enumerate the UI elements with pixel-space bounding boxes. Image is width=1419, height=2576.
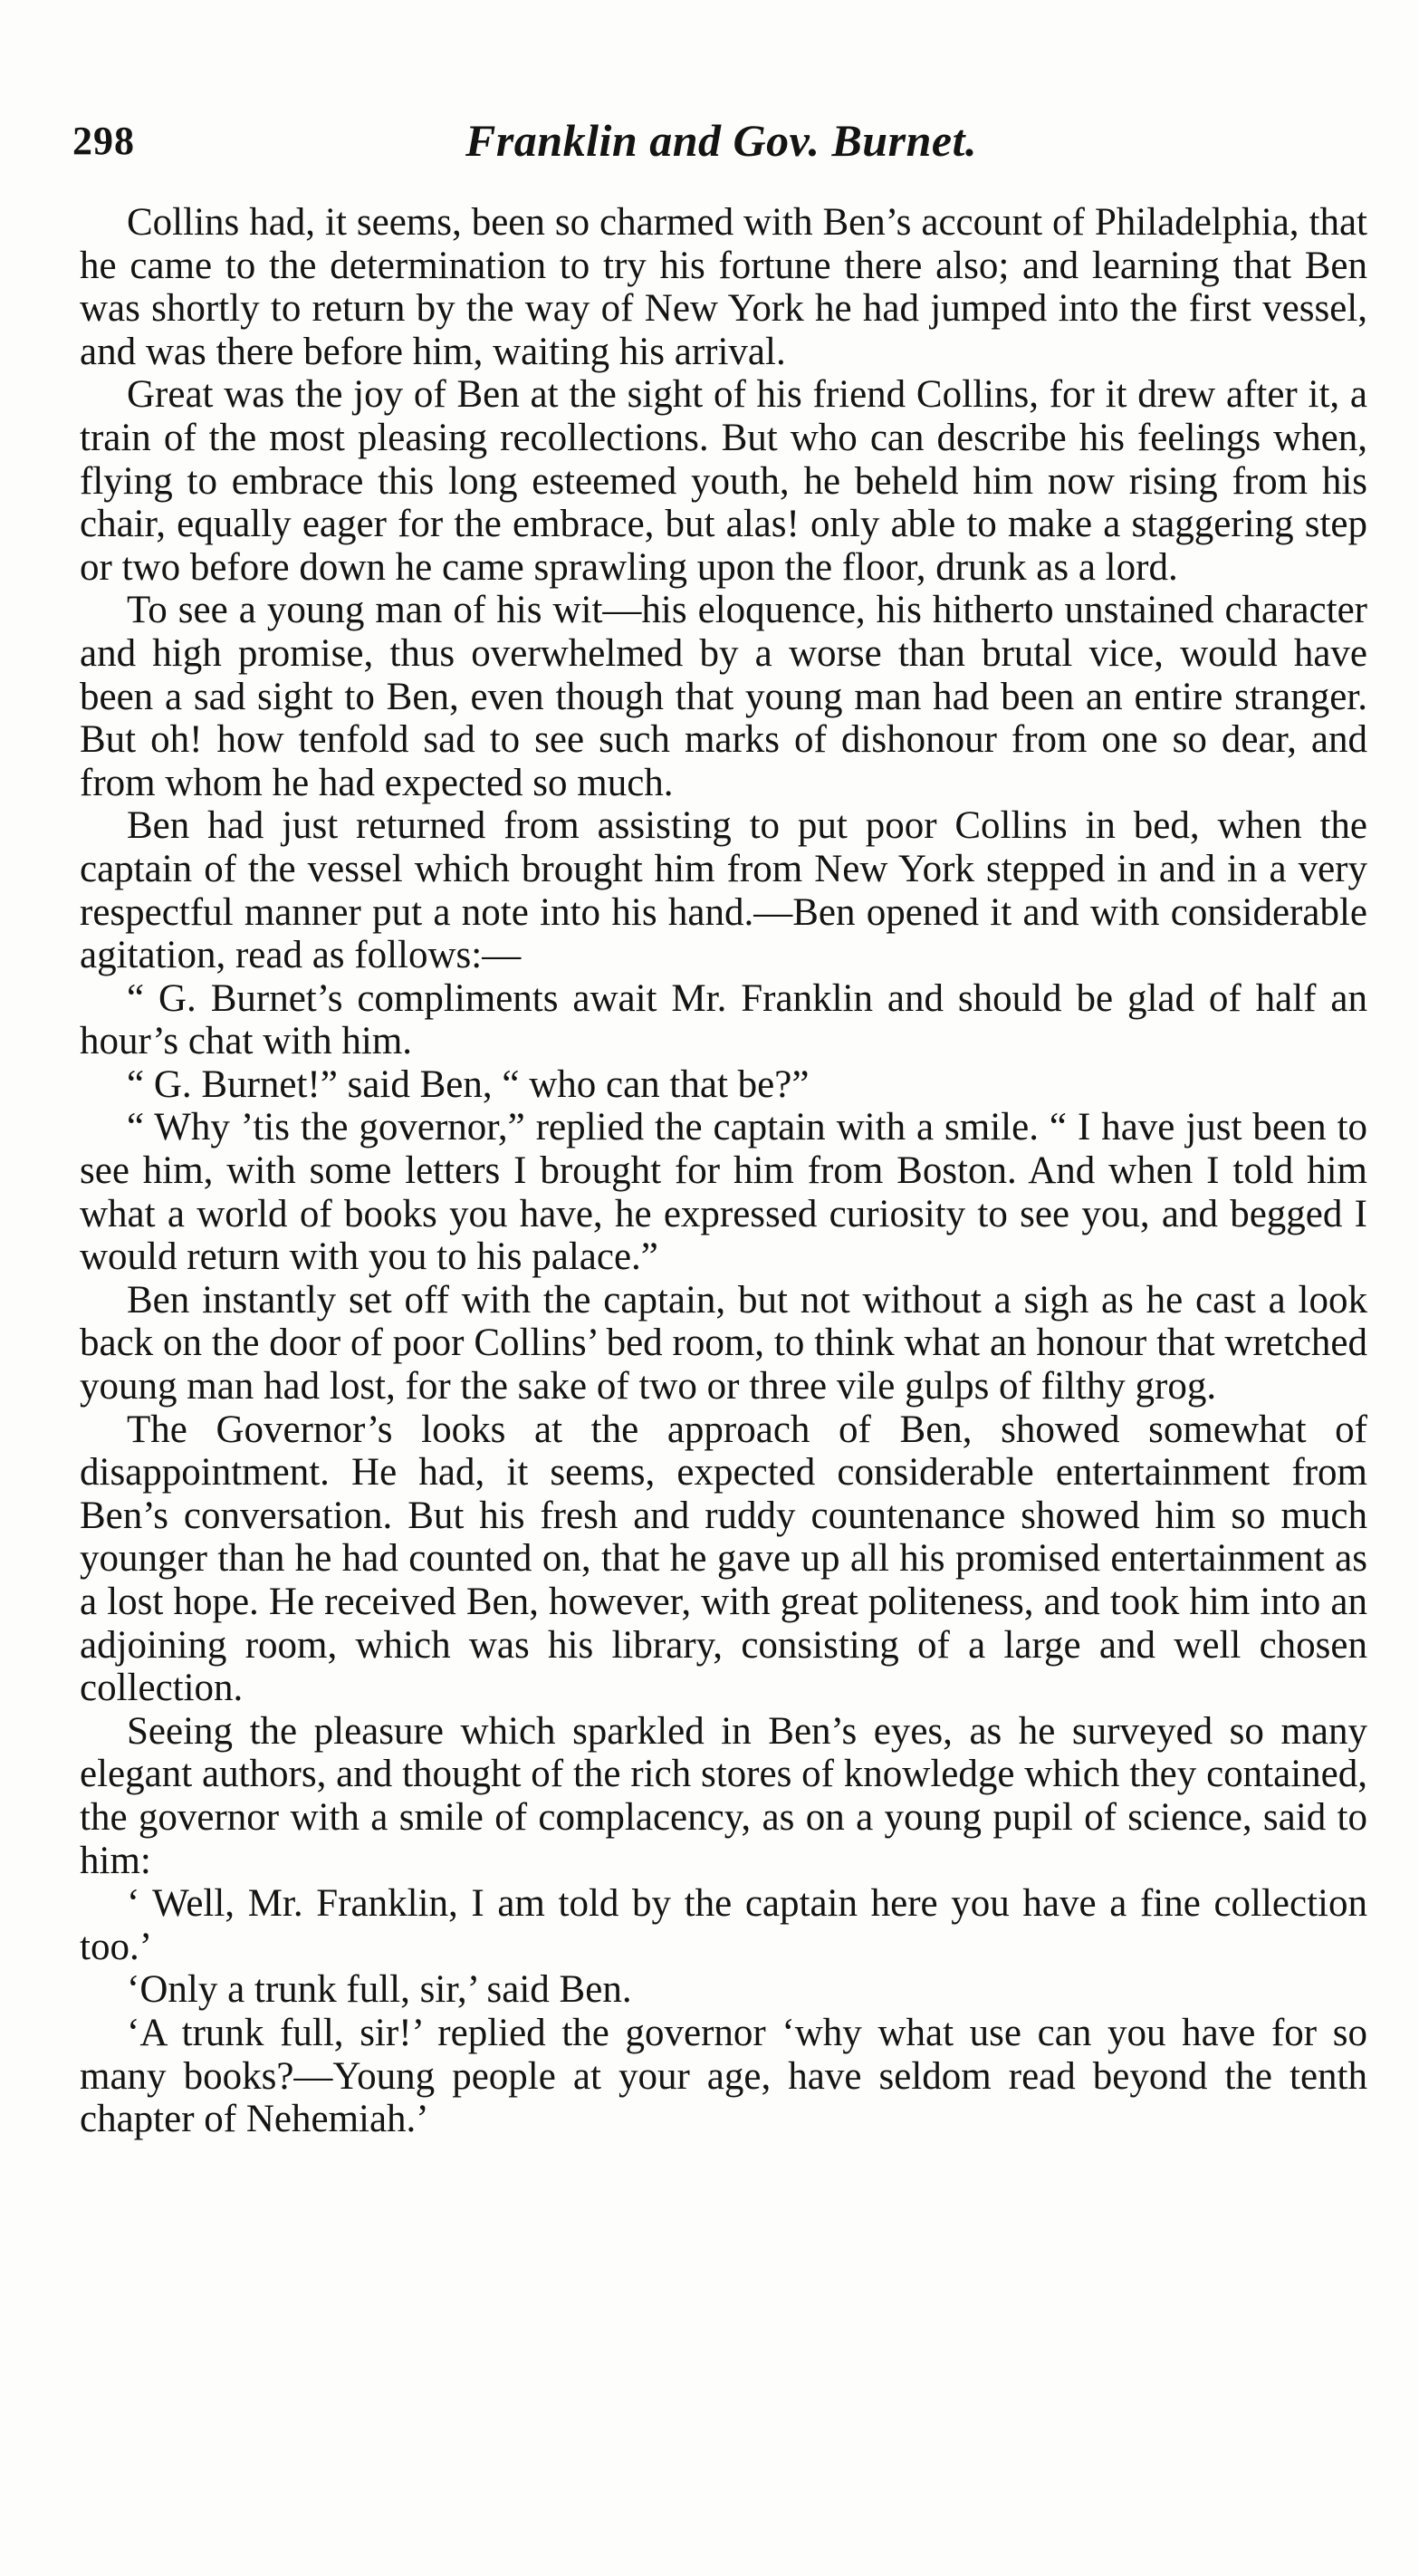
paragraph: Ben instantly set off with the captain, but not without a sigh as he cast a look back on the door of poor Collins’ bed room, to think what an honour that wretched young man had lost, for the sake of two or three vile gulps of filthy grog. bbox=[80, 1278, 1367, 1408]
paragraph: “ G. Burnet’s compliments await Mr. Franklin and should be glad of half an hour’s chat with him. bbox=[80, 976, 1367, 1063]
body-text bbox=[80, 201, 1367, 2538]
paragraph: Collins had, it seems, been so charmed with Ben’s account of Philadelphia, that he came to the determination to try his fortune there also; and learning that Ben was shortly to return by the way of New York he had jumped into the first vessel, and was there before him, waiting his arrival. bbox=[80, 201, 1367, 373]
paragraph: Ben had just returned from assisting to put poor Collins in bed, when the captain of the vessel which brought him from New York stepped in and in a very respectful manner put a note into his hand.—Ben opened it and with considerable agitation, read as follows:— bbox=[80, 804, 1367, 977]
paragraph: Seeing the pleasure which sparkled in Ben’s eyes, as he surveyed so many elegant authors, and thought of the rich stores of knowledge which they contained, the governor with a smile of complacency, as on a young pupil of science, said to him: bbox=[80, 1709, 1367, 1882]
paragraph: ‘A trunk full, sir!’ replied the governor ‘why what use can you have for so many books?—Young people at your age, have seldom read beyond the tenth chapter of Nehemiah.’ bbox=[80, 2011, 1367, 2141]
page-header bbox=[67, 109, 1371, 172]
paragraph: Great was the joy of Ben at the sight of his friend Collins, for it drew after it, a train of the most pleasing recollections. But who can describe his feelings when, flying to embrace this long esteemed youth, he beheld him now rising from his chair, equally eager for the embrace, but alas! only able to make a staggering step or two before down he came sprawling upon the floor, drunk as a lord. bbox=[80, 373, 1367, 589]
page-number: 298 bbox=[72, 119, 135, 163]
paragraph: “ Why ’tis the governor,” replied the captain with a smile. “ I have just been to see him, with some letters I brought for him from Boston. And when I told him what a world of books you have, he expressed curiosity to see you, and begged I would return with you to his palace.” bbox=[80, 1106, 1367, 1279]
running-head: Franklin and Gov. Burnet. bbox=[465, 115, 977, 166]
paragraph: “ G. Burnet!” said Ben, “ who can that be?” bbox=[127, 1062, 810, 1106]
paragraph: The Governor’s looks at the approach of Ben, showed somewhat of disappointment. He had, it seems, expected considerable entertainment from Ben’s conversation. But his fresh and ruddy countenance showed him so much younger than he had counted on, that he gave up all his promised entertainment as a lost hope. He received Ben, however, with great politeness, and took him into an adjoining room, which was his library, consisting of a large and well chosen collection. bbox=[80, 1408, 1367, 1710]
paragraph: To see a young man of his wit—his eloquence, his hitherto unstained character and high promise, thus overwhelmed by a worse than brutal vice, would have been a sad sight to Ben, even though that young man had been an entire stranger. But oh! how tenfold sad to see such marks of dishonour from one so dear, and from whom he had expected so much. bbox=[80, 589, 1367, 804]
paragraph: ‘ Well, Mr. Franklin, I am told by the captain here you have a fine collection too.’ bbox=[80, 1882, 1367, 1968]
paragraph: ‘Only a trunk full, sir,’ said Ben. bbox=[127, 1968, 632, 2012]
